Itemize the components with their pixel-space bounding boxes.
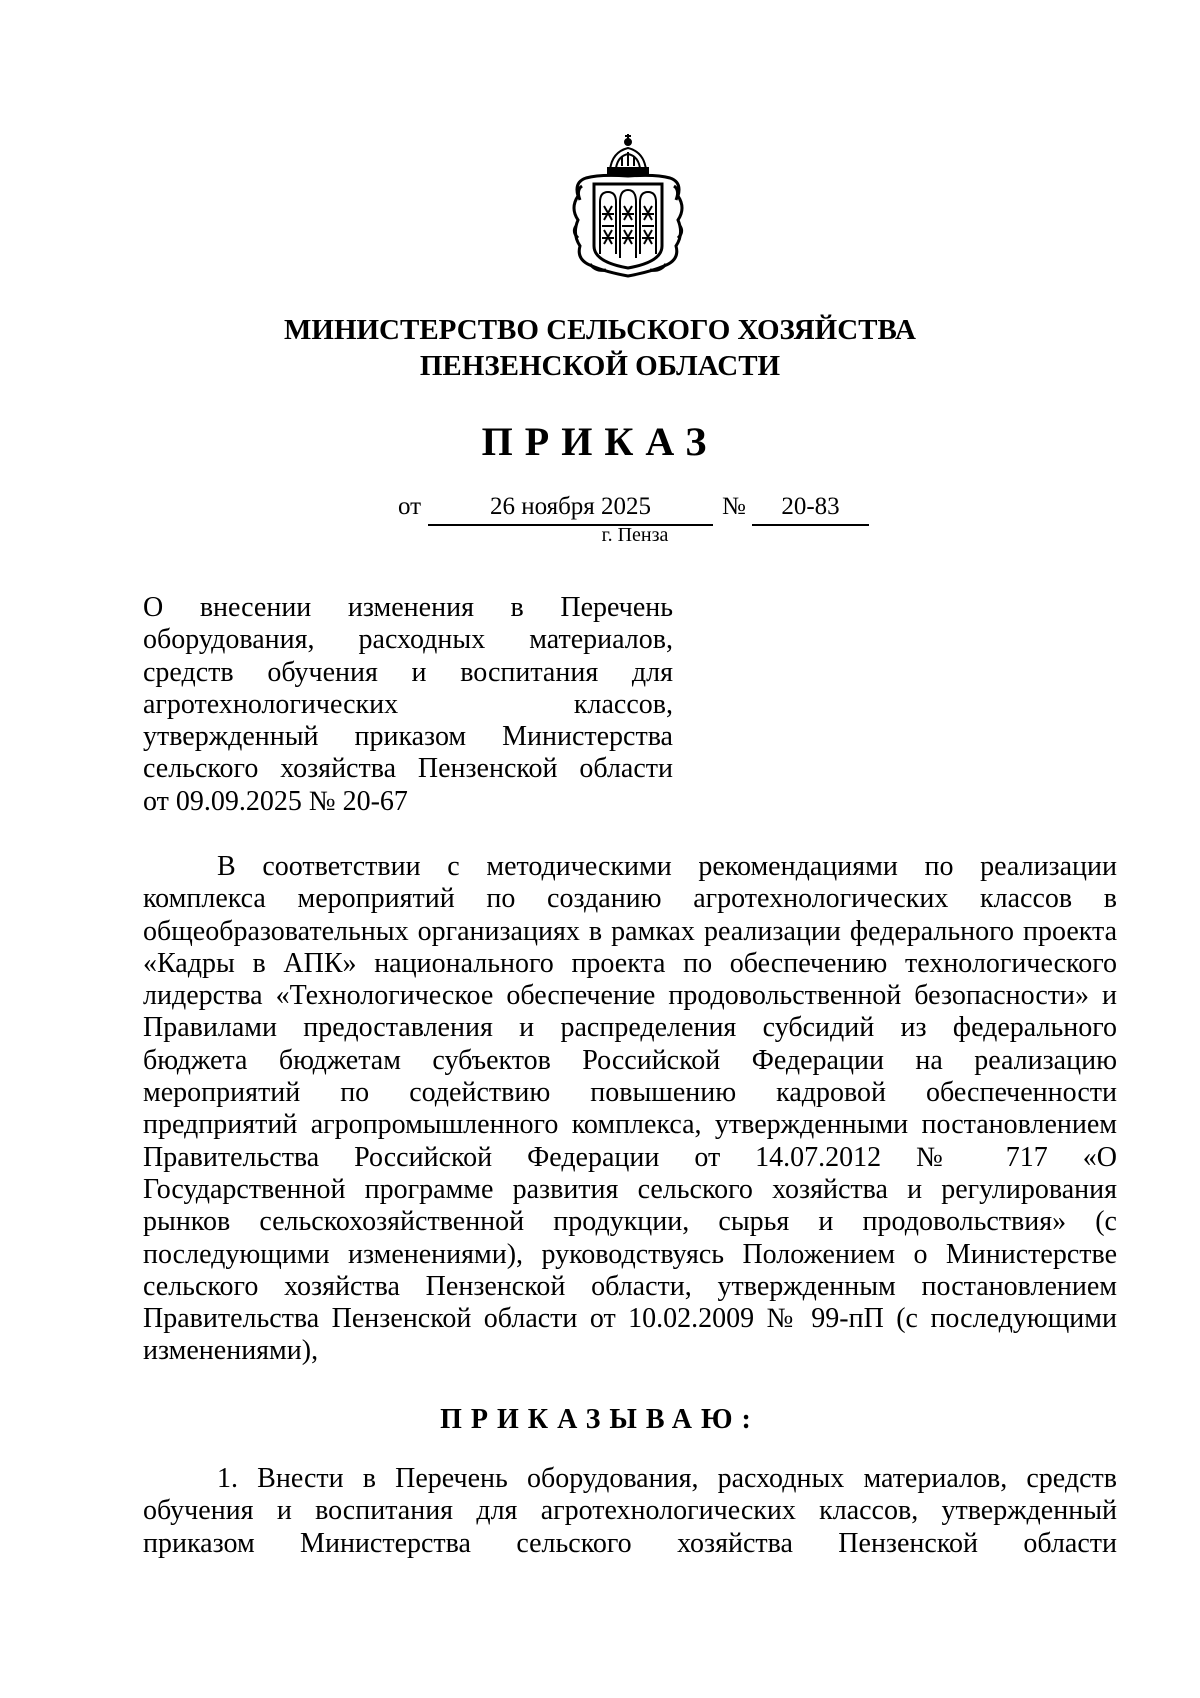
- ministry-name-line-1: МИНИСТЕРСТВО СЕЛЬСКОГО ХОЗЯЙСТВА: [284, 314, 916, 346]
- document-subject: [143, 592, 673, 818]
- paragraph-line: Правительства Российской Федерации от 14.07.2012 № 717 «О: [143, 1141, 1117, 1173]
- paragraph-line: изменениями),: [143, 1335, 319, 1367]
- paragraph-line: Правилами предоставления и распределения субсидий из федерального: [143, 1012, 1117, 1044]
- ministry-name-line-2: ПЕНЗЕНСКОЙ ОБЛАСТИ: [419, 350, 781, 382]
- paragraph-line: мероприятий по содействию повышению кадровой обеспеченности: [143, 1077, 1117, 1109]
- paragraph-line: рынков сельскохозяйственной продукции, сырья и продовольствия» (с: [143, 1206, 1117, 1238]
- paragraph-line: Государственной программе развития сельского хозяйства и регулирования: [143, 1173, 1117, 1205]
- document-number: 20-83: [752, 490, 869, 526]
- paragraph-line: лидерства «Технологическое обеспечение продовольственной безопасности» и: [143, 980, 1117, 1012]
- number-label: №: [722, 493, 746, 520]
- document-type-title: ПРИКАЗ: [481, 419, 719, 464]
- document-date: 26 ноября 2025: [428, 490, 713, 526]
- paragraph-line: приказом Министерства сельского хозяйства Пензенской области: [143, 1527, 1117, 1559]
- paragraph-line: комплекса мероприятий по созданию агротехнологических классов в: [143, 883, 1117, 915]
- paragraph-line: В соответствии с методическими рекомендациями по реализации: [217, 851, 1117, 882]
- subject-line: от 09.09.2025 № 20-67: [143, 785, 408, 817]
- paragraph-line: Правительства Пензенской области от 10.02.2009 № 99-пП (с последующими: [143, 1303, 1117, 1335]
- paragraph-line: «Кадры в АПК» национального проекта по обеспечению технологического: [143, 947, 1117, 979]
- subject-line: сельского хозяйства Пензенской области: [143, 753, 673, 785]
- paragraph-line: бюджета бюджетам субъектов Российской Федерации на реализацию: [143, 1044, 1117, 1076]
- subject-line: средств обучения и воспитания для: [143, 656, 673, 688]
- subject-line: агротехнологических классов,: [143, 688, 673, 720]
- paragraph-line: предприятий агропромышленного комплекса, утвержденными постановлением: [143, 1109, 1117, 1141]
- paragraph-line: обучения и воспитания для агротехнологических классов, утвержденный: [143, 1495, 1117, 1527]
- order-item-1: [143, 1463, 1117, 1560]
- order-verb-heading: ПРИКАЗЫВАЮ:: [440, 1404, 760, 1435]
- subject-line: О внесении изменения в Перечень: [143, 592, 673, 623]
- preamble-paragraph: [143, 851, 1117, 1368]
- city-name: г. Пенза: [601, 524, 669, 546]
- paragraph-line: общеобразовательных организациях в рамках реализации федерального проекта: [143, 915, 1117, 947]
- paragraph-line: последующими изменениями), руководствуясь Положением о Министерстве: [143, 1238, 1117, 1270]
- subject-line: оборудования, расходных материалов,: [143, 624, 673, 656]
- date-from-label: от: [398, 493, 422, 520]
- coat-of-arms-icon: [566, 130, 690, 282]
- paragraph-line: сельского хозяйства Пензенской области, утвержденным постановлением: [143, 1270, 1117, 1302]
- paragraph-line: 1. Внести в Перечень оборудования, расходных материалов, средств: [217, 1463, 1117, 1494]
- subject-line: утвержденный приказом Министерства: [143, 721, 673, 753]
